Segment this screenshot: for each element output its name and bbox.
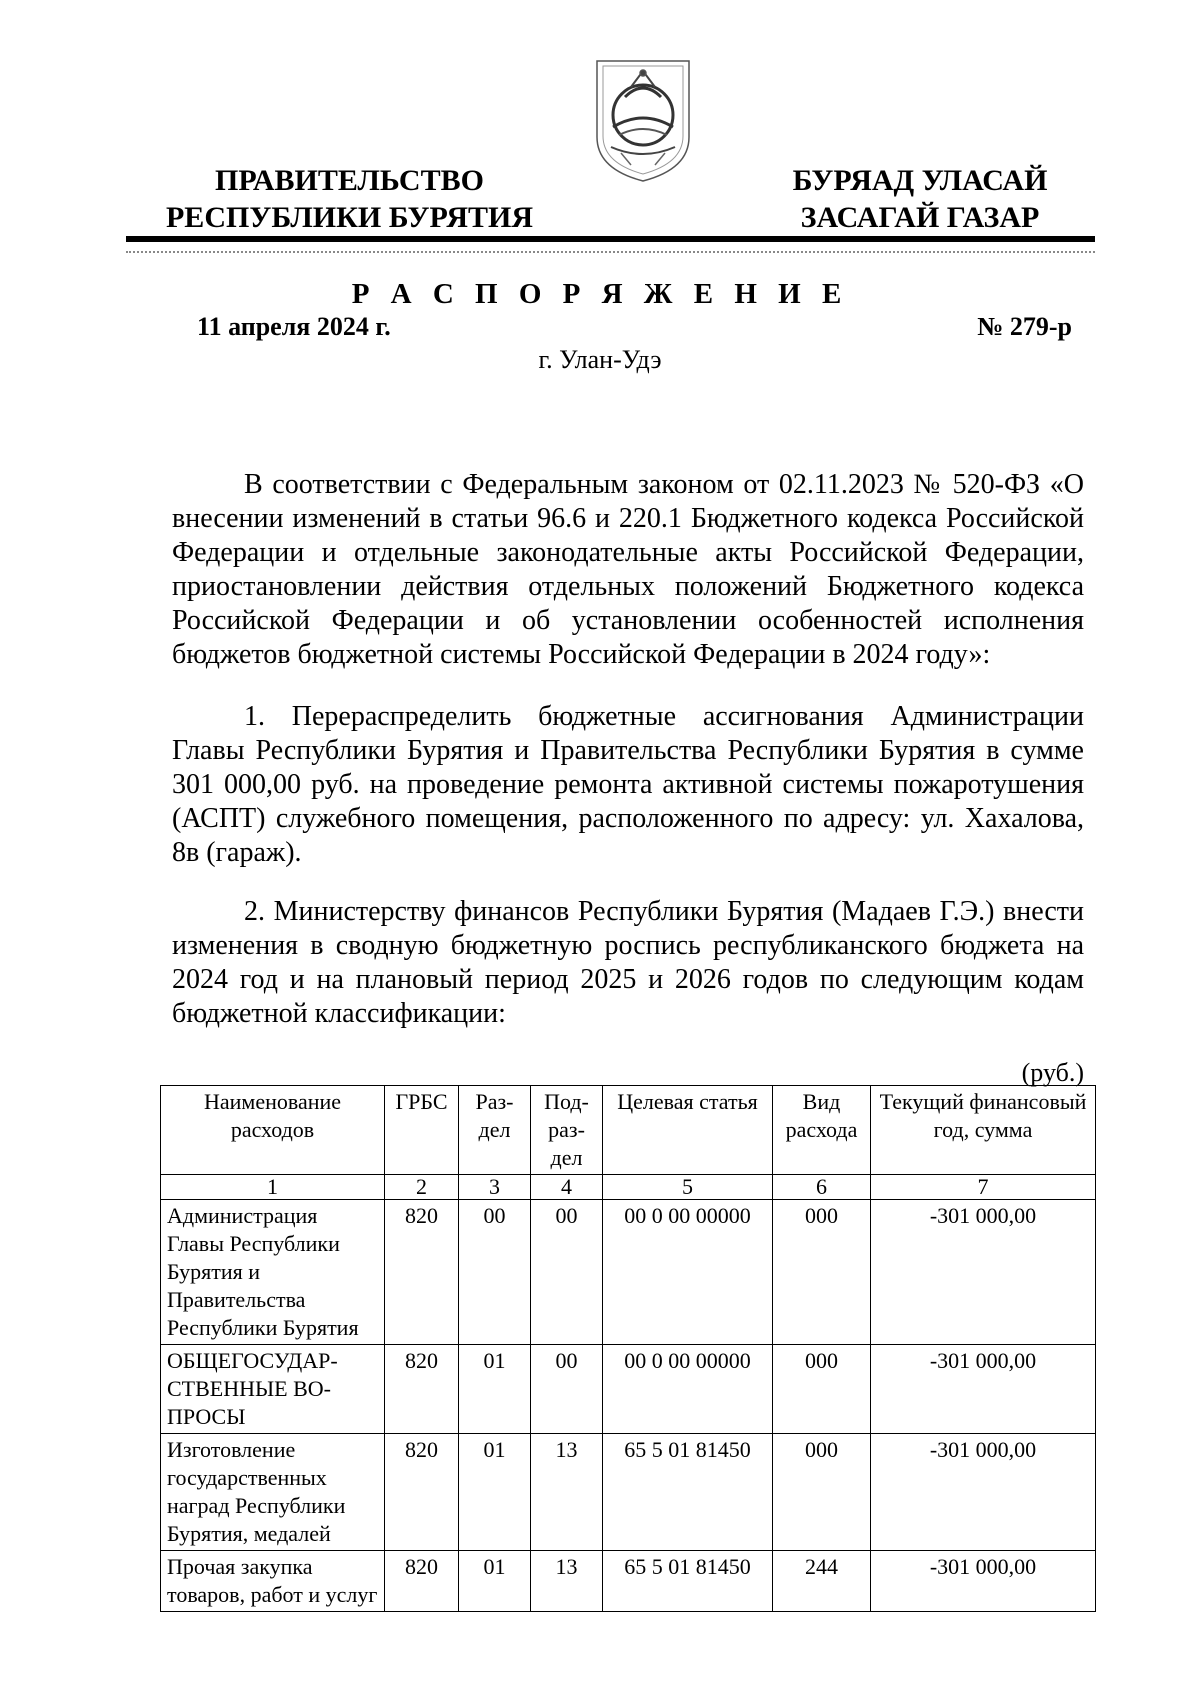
preamble-paragraph: В соответствии с Федеральным законом от 02.11.2023 № 520-ФЗ «О внесении изменений в статьи 96.6 и 220.1 Бюджетного кодекса Российской Федерации и отдельные законодательные акты Российской Федерации, приостановлении действия отдельных положений Бюджетного кодекса Российской Федерации и об установлении особенностей исполнения бюджетов бюджетной системы Российской Федерации в 2024 году»: xyxy=(172,469,1084,670)
col-header-target: Целевая статья xyxy=(603,1086,773,1175)
table-unit-label: (руб.) xyxy=(1021,1058,1084,1087)
document-city: г. Улан-Удэ xyxy=(538,345,662,374)
coat-of-arms-icon xyxy=(591,57,695,185)
row-grbs: 820 xyxy=(385,1551,459,1612)
row-amount: -301 000,00 xyxy=(871,1345,1096,1434)
row-subsection: 13 xyxy=(531,1434,603,1551)
column-number: 6 xyxy=(773,1175,871,1200)
document-date: 11 апреля 2024 г. xyxy=(197,312,391,341)
column-number: 2 xyxy=(385,1175,459,1200)
table-row xyxy=(161,1551,1096,1612)
row-name: Изготовление государственных наград Республики Бурятия, медалей xyxy=(161,1434,385,1551)
header-left xyxy=(162,162,537,236)
column-number: 4 xyxy=(531,1175,603,1200)
row-grbs: 820 xyxy=(385,1345,459,1434)
table-row xyxy=(161,1434,1096,1551)
row-section: 00 xyxy=(459,1200,531,1345)
row-section: 01 xyxy=(459,1434,531,1551)
header-right-line1: БУРЯАД УЛАСАЙ xyxy=(792,164,1048,197)
row-target: 00 0 00 00000 xyxy=(603,1200,773,1345)
row-section: 01 xyxy=(459,1345,531,1434)
col-header-subsection: Под-раз-дел xyxy=(531,1086,603,1175)
col-header-amount: Текущий финансовый год, сумма xyxy=(871,1086,1096,1175)
header-right-line2: ЗАСАГАЙ ГАЗАР xyxy=(800,201,1040,234)
row-amount: -301 000,00 xyxy=(871,1200,1096,1345)
header-left-line2: РЕСПУБЛИКИ БУРЯТИЯ xyxy=(165,201,534,234)
table-row xyxy=(161,1200,1096,1345)
row-amount: -301 000,00 xyxy=(871,1434,1096,1551)
row-expense-type: 000 xyxy=(773,1200,871,1345)
row-name: ОБЩЕГОСУДАР-СТВЕННЫЕ ВО-ПРОСЫ xyxy=(161,1345,385,1434)
column-number: 3 xyxy=(459,1175,531,1200)
row-grbs: 820 xyxy=(385,1434,459,1551)
row-expense-type: 000 xyxy=(773,1345,871,1434)
header-right xyxy=(770,162,1070,236)
row-target: 65 5 01 81450 xyxy=(603,1551,773,1612)
column-number: 5 xyxy=(603,1175,773,1200)
header-divider-thick xyxy=(126,236,1095,242)
col-header-grbs: ГРБС xyxy=(385,1086,459,1175)
row-name: Администрация Главы Республики Бурятия и Правительства Республики Бурятия xyxy=(161,1200,385,1345)
col-header-section: Раз-дел xyxy=(459,1086,531,1175)
col-header-expense-type: Вид расхода xyxy=(773,1086,871,1175)
document-type: Р А С П О Р Я Ж Е Н И Е xyxy=(351,278,849,310)
row-expense-type: 244 xyxy=(773,1551,871,1612)
item-2-paragraph: 2. Министерству финансов Республики Бурятия (Мадаев Г.Э.) внести изменения в сводную бюджетную роспись республиканского бюджета на 2024 год и на плановый период 2025 и 2026 годов по следующим кодам бюджетной классификации: xyxy=(172,896,1084,1029)
column-number: 7 xyxy=(871,1175,1096,1200)
row-section: 01 xyxy=(459,1551,531,1612)
table-header-row xyxy=(161,1086,1096,1175)
table-row xyxy=(161,1345,1096,1434)
row-subsection: 00 xyxy=(531,1345,603,1434)
row-target: 65 5 01 81450 xyxy=(603,1434,773,1551)
row-name: Прочая закупка товаров, работ и услуг xyxy=(161,1551,385,1612)
row-amount: -301 000,00 xyxy=(871,1551,1096,1612)
column-number: 1 xyxy=(161,1175,385,1200)
row-subsection: 13 xyxy=(531,1551,603,1612)
row-target: 00 0 00 00000 xyxy=(603,1345,773,1434)
col-header-name: Наименование расходов xyxy=(161,1086,385,1175)
row-expense-type: 000 xyxy=(773,1434,871,1551)
column-number-row xyxy=(161,1175,1096,1200)
row-grbs: 820 xyxy=(385,1200,459,1345)
budget-table xyxy=(160,1085,1096,1612)
header-divider-thin xyxy=(126,251,1095,253)
header-left-line1: ПРАВИТЕЛЬСТВО xyxy=(215,164,484,197)
item-1-paragraph: 1. Перераспределить бюджетные ассигнования Администрации Главы Республики Бурятия и Правительства Республики Бурятия в сумме 301 000,00 руб. на проведение ремонта активной системы пожаротушения (АСПТ) служебного помещения, расположенного по адресу: ул. Хахалова, 8в (гараж). xyxy=(172,701,1084,868)
document-number: № 279-р xyxy=(977,312,1072,341)
row-subsection: 00 xyxy=(531,1200,603,1345)
